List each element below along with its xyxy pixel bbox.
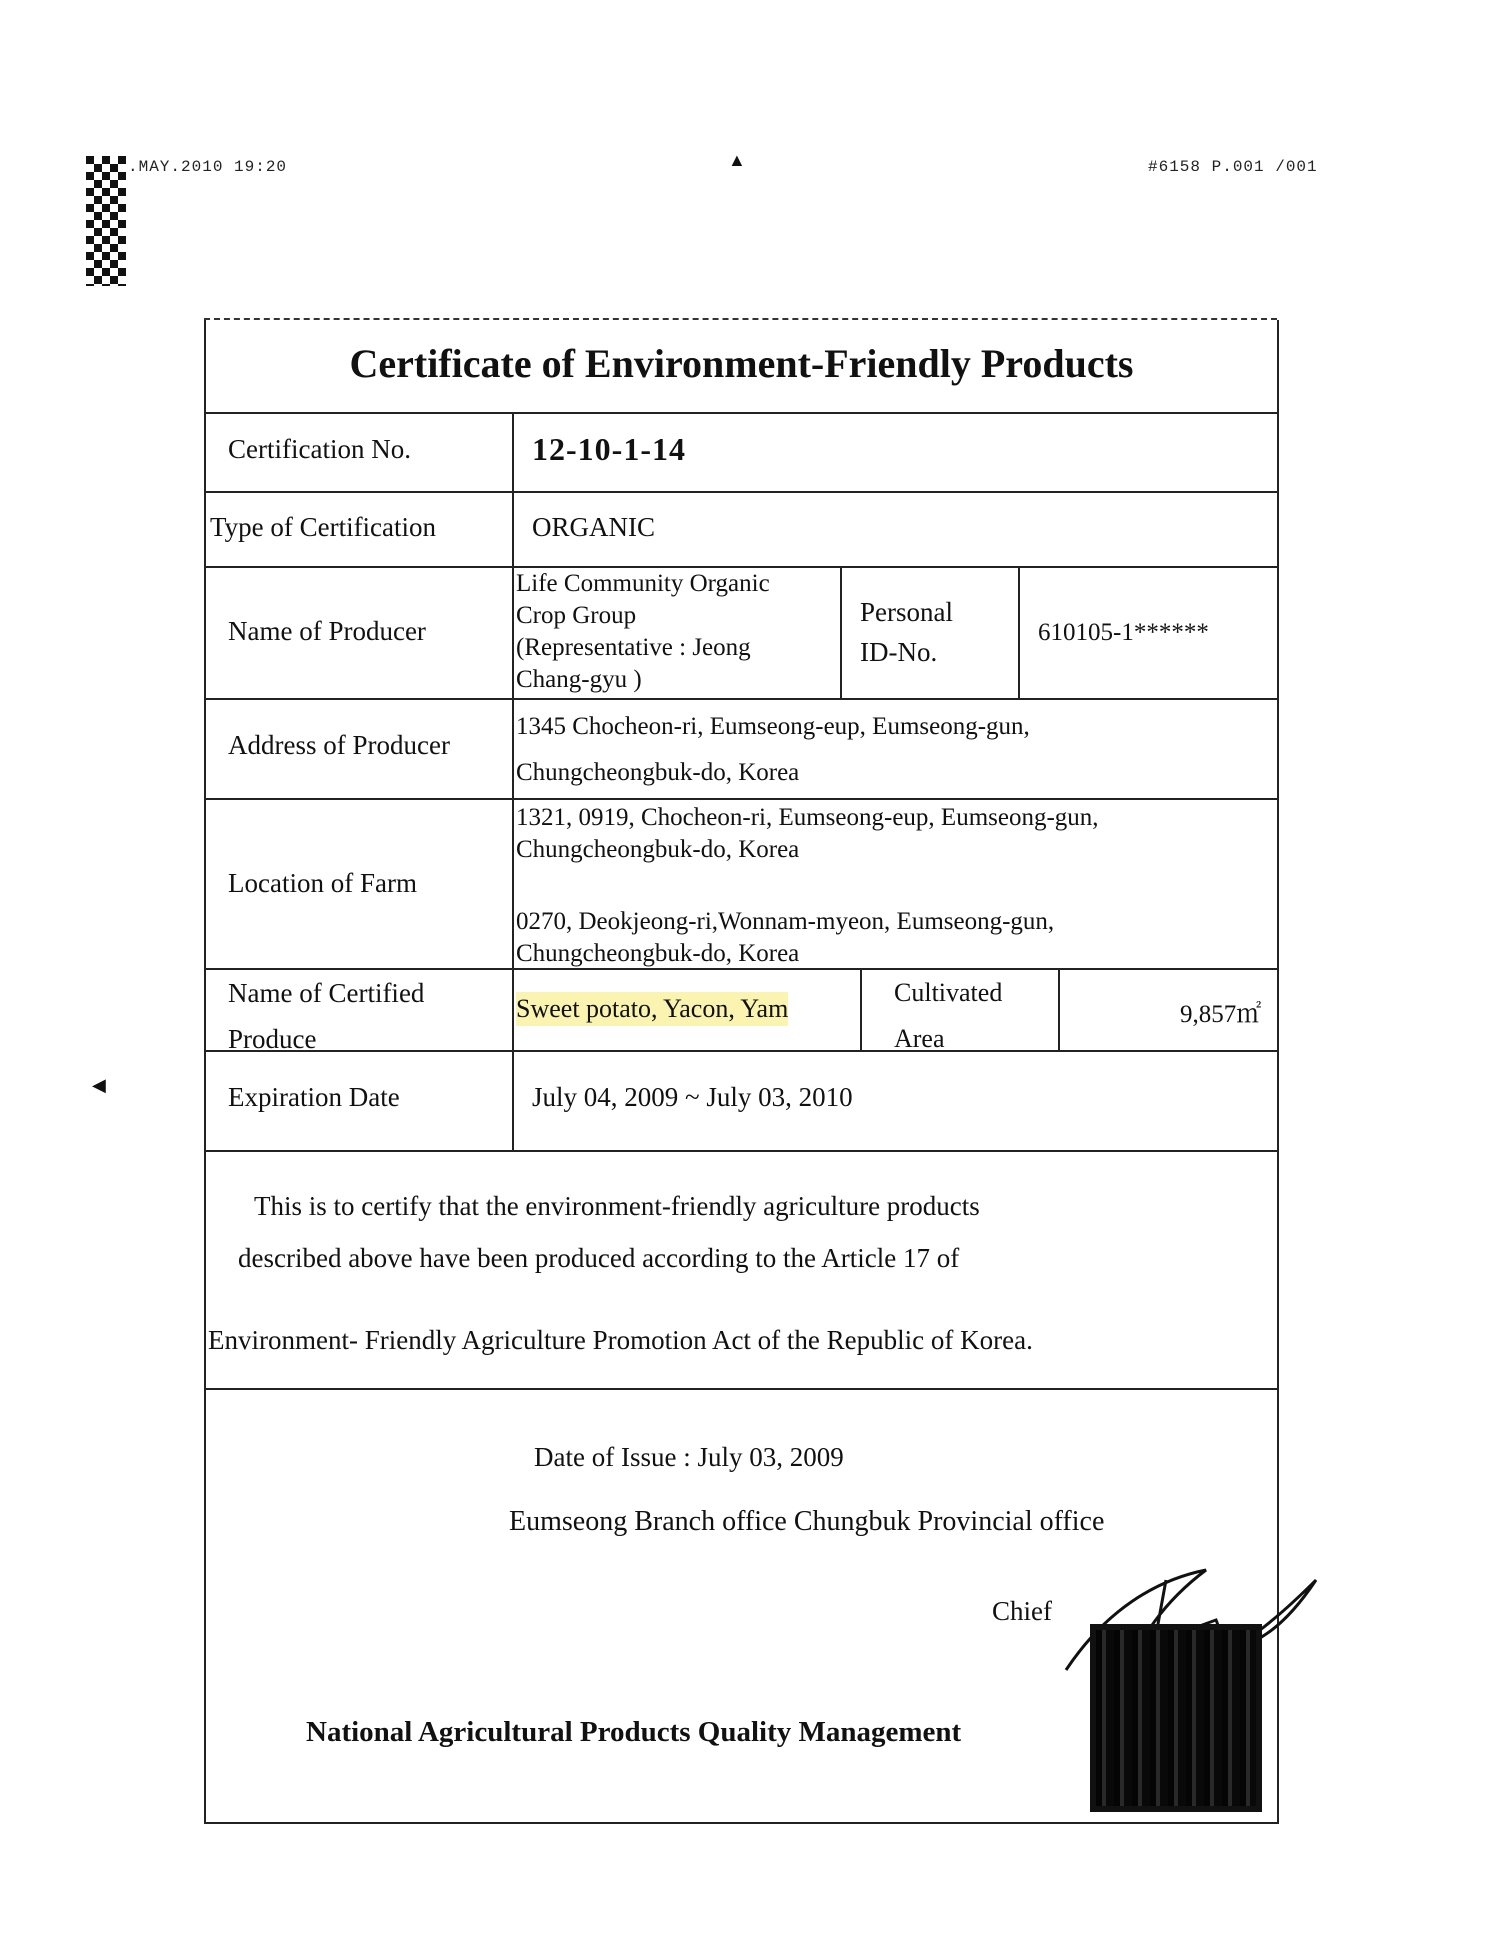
- row-divider: [206, 1388, 1277, 1390]
- statement-line: described above have been produced according to the Article 17 of: [238, 1243, 960, 1273]
- expiration-value: July 04, 2009 ~ July 03, 2010: [532, 1082, 853, 1112]
- chief-label: Chief: [992, 1596, 1052, 1626]
- row-divider: [206, 412, 1277, 414]
- fax-checker-mark: [86, 156, 126, 286]
- produce-label-line: Produce: [228, 1024, 317, 1054]
- issue-date: Date of Issue : July 03, 2009: [534, 1442, 844, 1472]
- certification-type-value: ORGANIC: [532, 512, 656, 542]
- column-divider: [1018, 566, 1020, 698]
- issuing-agency: National Agricultural Products Quality Management: [306, 1716, 962, 1748]
- fax-header-timestamp: .MAY.2010 19:20: [128, 158, 288, 176]
- certified-produce-label: [228, 970, 424, 1062]
- row-divider: [206, 798, 1277, 800]
- cultivated-area-label: [894, 970, 1002, 1062]
- producer-label: Name of Producer: [228, 616, 426, 646]
- certified-produce-value: Sweet potato, Yacon, Yam: [516, 992, 788, 1026]
- farm-location-value: [516, 802, 1099, 970]
- address-line: 1345 Chocheon-ri, Eumseong-eup, Eumseong-gun,: [516, 713, 1030, 740]
- address-value: [516, 704, 1030, 796]
- area-label-line: Area: [894, 1024, 945, 1053]
- certification-type-label: Type of Certification: [210, 512, 437, 542]
- produce-label-line: Name of Certified: [228, 978, 425, 1008]
- personal-id-label: [860, 592, 953, 672]
- cultivated-area-value: 9,857㎡: [1180, 1001, 1262, 1028]
- area-label-line: Cultivated: [894, 978, 1003, 1007]
- producer-value: [516, 568, 770, 696]
- triangle-left-icon: ◀: [92, 1075, 106, 1095]
- producer-line: (Representative : Jeong: [516, 634, 751, 661]
- certificate: [204, 320, 1279, 1824]
- triangle-up-icon: ▲: [728, 150, 746, 170]
- producer-line: Life Community Organic: [516, 570, 770, 597]
- personal-id-value: 610105-1******: [1038, 619, 1209, 646]
- column-divider: [860, 968, 862, 1050]
- statement-line: Environment- Friendly Agriculture Promotion Act of the Republic of Korea.: [208, 1325, 1033, 1355]
- certification-no-label: Certification No.: [228, 434, 411, 464]
- fax-header-page: #6158 P.001 /001: [1148, 158, 1318, 176]
- row-divider: [206, 698, 1277, 700]
- column-divider: [840, 566, 842, 698]
- expiration-label: Expiration Date: [228, 1082, 400, 1112]
- farm-line: Chungcheongbuk-do, Korea: [516, 940, 800, 967]
- row-divider: [206, 491, 1277, 493]
- statement-line: This is to certify that the environment-friendly agriculture products: [254, 1191, 980, 1221]
- row-divider: [206, 1150, 1277, 1152]
- issuing-office: Eumseong Branch office Chungbuk Provincial office: [509, 1506, 1105, 1537]
- personal-id-label-line: Personal: [860, 597, 953, 627]
- column-divider: [1058, 968, 1060, 1050]
- farm-line: 0270, Deokjeong-ri,Wonnam-myeon, Eumseong-gun,: [516, 908, 1055, 935]
- official-seal: [1090, 1624, 1262, 1812]
- producer-line: Crop Group: [516, 602, 637, 629]
- personal-id-label-line: ID-No.: [860, 637, 938, 667]
- address-line: Chungcheongbuk-do, Korea: [516, 759, 800, 786]
- certificate-title: Certificate of Environment-Friendly Products: [349, 341, 1134, 386]
- certification-no-value: 12-10-1-14: [532, 431, 686, 467]
- farm-line: Chungcheongbuk-do, Korea: [516, 836, 800, 863]
- producer-line: Chang-gyu ): [516, 666, 642, 693]
- certification-statement: [206, 1180, 1277, 1366]
- farm-location-label: Location of Farm: [228, 868, 417, 898]
- column-divider: [512, 412, 514, 1150]
- farm-line: 1321, 0919, Chocheon-ri, Eumseong-eup, Eumseong-gun,: [516, 804, 1099, 831]
- address-label: Address of Producer: [228, 730, 450, 760]
